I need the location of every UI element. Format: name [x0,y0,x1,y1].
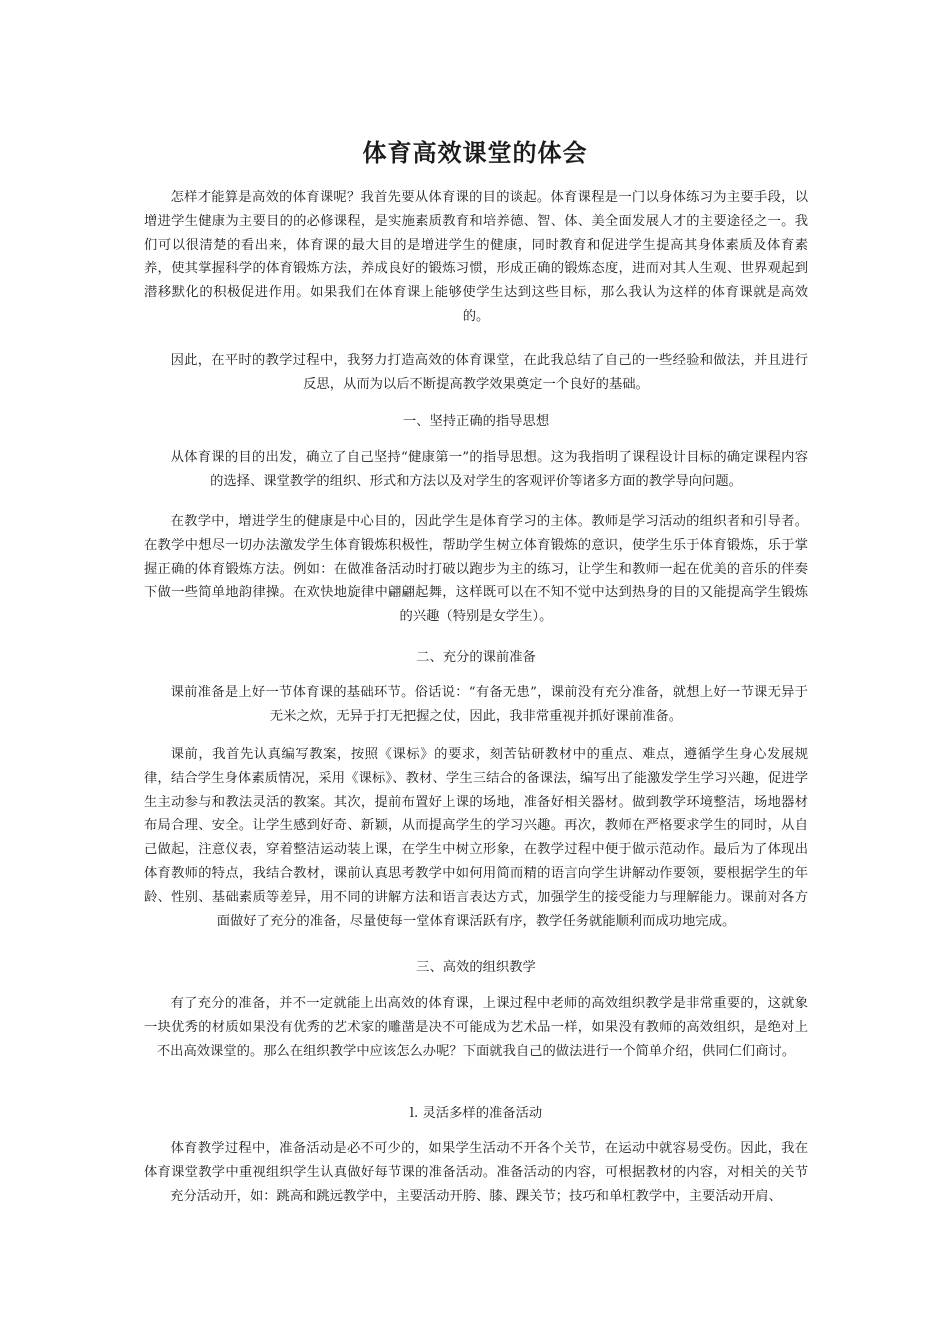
paragraph-intro: 怎样才能算是高效的体育课呢？我首先要从体育课的目的谈起。体育课程是一门以身体练习为主要手段，以增进学生健康为主要目的的必修课程，是实施素质教育和培养德、智、体、美全面发展人才的主要途径之一。我们可以很清楚的看出来，体育课的最大目的是增进学生的健康，同时教育和促进学生提高其身体素质及体育素养，使其掌握科学的体育锻炼方法，养成良好的锻炼习惯，形成正确的锻炼态度，进而对其人生观、世界观起到潜移默化的积极促进作用。如果我们在体育课上能够使学生达到这些目标，那么我认为这样的体育课就是高效的。 [144,190,808,324]
paragraph-section1-a: 从体育课的目的出发，确立了自己坚持“健康第一”的指导思想。这为我指明了课程设计目标的确定课程内容的选择、课堂教学的组织、形式和方法以及对学生的客观评价等诸多方面的教学导向问题。 [170,450,808,489]
subsection-heading-1: l. 灵活多样的准备活动 [409,1106,543,1121]
section-heading-3: 三、高效的组织教学 [416,960,536,975]
paragraph-subsection1: 体育教学过程中，准备活动是必不可少的，如果学生活动不开各个关节，在运动中就容易受伤。因此，我在体育课堂教学中重视组织学生认真做好每节课的准备活动。准备活动的内容，可根据教材的内容，对相关的关节充分活动开，如：跳高和跳远教学中，主要活动开胯、膝、踝关节；技巧和单杠教学中，主要活动开肩、 [144,1141,808,1204]
section-heading-1: 一、坚持正确的指导思想 [402,414,550,429]
document-title: 体育高效课堂的体会 [362,138,588,167]
paragraph-section2-a: 课前准备是上好一节体育课的基础环节。俗话说：“有备无患”，课前没有充分准备，就想上好一节课无异于无米之炊，无异于打无把握之仗，因此，我非常重视并抓好课前准备。 [170,685,808,724]
section-heading-2: 二、充分的课前准备 [416,650,536,665]
paragraph-section3: 有了充分的准备，并不一定就能上出高效的体育课，上课过程中老师的高效组织教学是非常重要的，这就象一块优秀的材质如果没有优秀的艺术家的雕凿是决不可能成为艺术品一样，如果没有教师的高效组织，是绝对上不出高效课堂的。那么在组织教学中应该怎么办呢？下面就我自己的做法进行一个简单介绍，供同仁们商讨。 [144,996,808,1059]
paragraph-section2-b: 课前，我首先认真编写教案，按照《课标》的要求，刻苦钻研教材中的重点、难点，遵循学生身心发展规律，结合学生身体素质情况，采用《课标》、教材、学生三结合的备课法，编写出了能激发学生学习兴趣，促进学生主动参与和教法灵活的教案。其次，提前布置好上课的场地，准备好相关器材。做到教学环境整洁，场地器材布局合理、安全。让学生感到好奇、新颖，从而提高学生的学习兴趣。再次，教师在严格要求学生的同时，从自己做起，注意仪表，穿着整洁运动装上课，在学生中树立形象，在教学过程中便于做示范动作。最后为了体现出体育教师的特点，我结合教材，课前认真思考教学中如何用简而精的语言向学生讲解动作要领，要根据学生的年龄、性别、基础素质等差异，用不同的讲解方法和语言表达方式，加强学生的接受能力与理解能力。课前对各方面做好了充分的准备，尽量使每一堂体育课活跃有序，教学任务就能顺利而成功地完成。 [144,747,808,929]
paragraph-section1-b: 在教学中，增进学生的健康是中心目的，因此学生是体育学习的主体。教师是学习活动的组织者和引导者。在教学中想尽一切办法激发学生体育锻炼积极性，帮助学生树立体育锻炼的意识，使学生乐于体育锻炼，乐于掌握正确的体育锻炼方法。例如：在做准备活动时打破以跑步为主的练习，让学生和教师一起在优美的音乐的伴奏下做一些简单地韵律操。在欢快地旋律中翩翩起舞，这样既可以在不知不觉中达到热身的目的又能提高学生锻炼的兴趣（特别是女学生）。 [144,514,808,625]
paragraph-reflection: 因此，在平时的教学过程中，我努力打造高效的体育课堂，在此我总结了自己的一些经验和做法，并且进行反思，从而为以后不断提高教学效果奠定一个良好的基础。 [170,353,808,392]
